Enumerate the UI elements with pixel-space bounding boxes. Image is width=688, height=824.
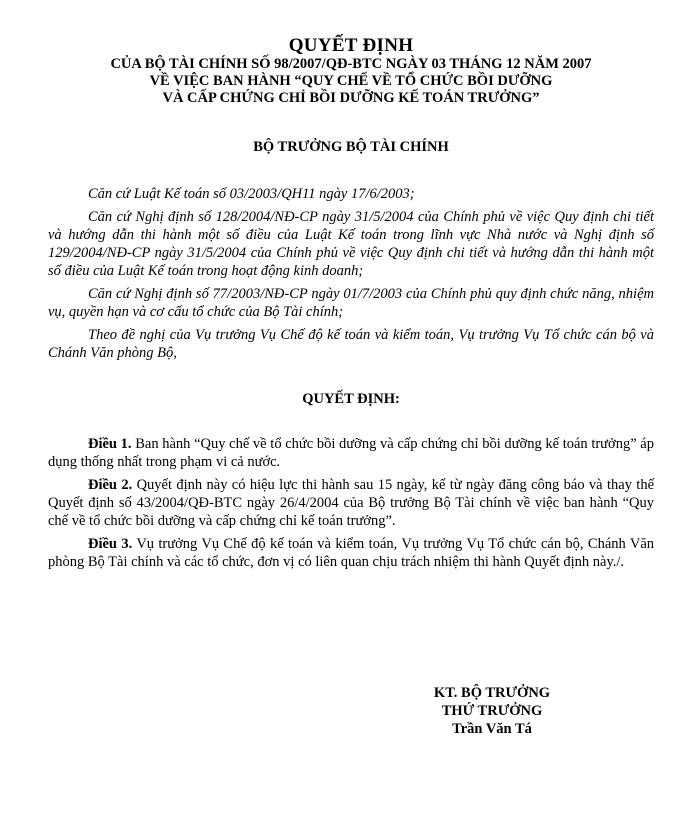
- article-3-text: Vụ trưởng Vụ Chế độ kế toán và kiểm toán, Vụ trưởng Vụ Tổ chức cán bộ, Chánh Văn phòng Bộ Tài chính và các tổ chức, đơn vị có liên quan chịu trách nhiệm thi hành Quyết định này./.: [48, 536, 655, 570]
- document-subtitle: [48, 56, 654, 107]
- article-3: [48, 535, 654, 571]
- subtitle-line-2: VỀ VIỆC BAN HÀNH “QUY CHẾ VỀ TỔ CHỨC BỒI DƯỠNG: [149, 73, 553, 89]
- article-1: [48, 435, 654, 471]
- signature-line-1: KT. BỘ TRƯỞNG: [433, 685, 551, 701]
- issuing-authority: BỘ TRƯỞNG BỘ TÀI CHÍNH: [253, 139, 449, 155]
- preamble-clause-4: Theo đề nghị của Vụ trưởng Vụ Chế độ kế toán và kiểm toán, Vụ trưởng Vụ Tổ chức cán bộ và Chánh Văn phòng Bộ,: [48, 327, 654, 361]
- subtitle-line-1: CỦA BỘ TÀI CHÍNH SỐ 98/2007/QĐ-BTC NGÀY 03 THÁNG 12 NĂM 2007: [110, 56, 592, 72]
- signer-name: Trần Văn Tá: [452, 721, 532, 737]
- preamble-clause-1: Căn cứ Luật Kế toán số 03/2003/QH11 ngày 17/6/2003;: [88, 186, 415, 202]
- preamble: [48, 185, 654, 362]
- articles: [48, 435, 654, 571]
- article-2: [48, 476, 654, 530]
- decision-heading: QUYẾT ĐỊNH:: [302, 391, 400, 407]
- article-2-text: Quyết định này có hiệu lực thi hành sau 15 ngày, kể từ ngày đăng công báo và thay thế Quyết định số 43/2004/QĐ-BTC ngày 26/4/2004 của Bộ trưởng Bộ Tài chính về việc ban hành “Quy chế về tổ chức bồi dưỡng và cấp chứng chỉ kế toán trưởng”.: [48, 477, 655, 529]
- article-1-label: Điều 1.: [88, 436, 132, 452]
- article-3-label: Điều 3.: [88, 536, 133, 552]
- preamble-clause-2: Căn cứ Nghị định số 128/2004/NĐ-CP ngày 31/5/2004 của Chính phủ về việc Quy định chi tiết và hướng dẫn thi hành một số điều của Luật Kế toán trong lĩnh vực Nhà nước và Nghị định số 129/2004/NĐ-CP ngày 31/5/2004 của Chính phủ về việc Quy định chi tiết và hướng dẫn thi hành một số điều của Luật Kế toán trong hoạt động kinh doanh;: [48, 209, 654, 279]
- signature-block: [392, 684, 592, 738]
- article-2-label: Điều 2.: [88, 477, 133, 493]
- preamble-clause-3: Căn cứ Nghị định số 77/2003/NĐ-CP ngày 01/7/2003 của Chính phủ quy định chức năng, nhiệm vụ, quyền hạn và cơ cấu tổ chức của Bộ Tài chính;: [48, 286, 654, 320]
- document-title: QUYẾT ĐỊNH: [288, 35, 414, 56]
- signature-line-2: THỨ TRƯỞNG: [441, 703, 543, 719]
- article-1-text: Ban hành “Quy chế về tổ chức bồi dưỡng và cấp chứng chỉ bồi dưỡng kế toán trưởng” áp dụng thống nhất trong phạm vi cả nước.: [48, 436, 654, 470]
- subtitle-line-3: VÀ CẤP CHỨNG CHỈ BỒI DƯỠNG KẾ TOÁN TRƯỞNG”: [162, 90, 540, 106]
